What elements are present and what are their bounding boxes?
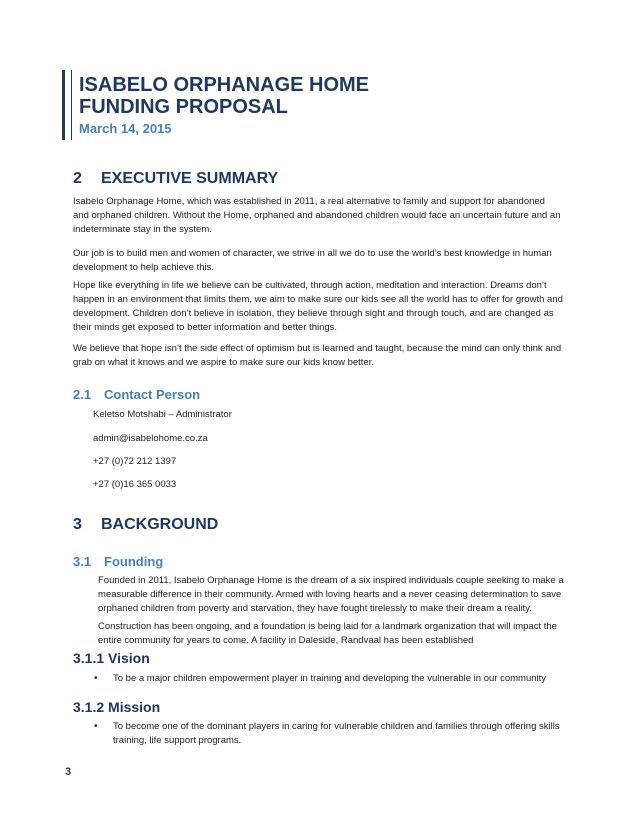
section-title: Founding [104,554,164,569]
section-number: 2.1 [73,387,92,402]
founding-paragraph-2: Construction has been ongoing, and a foundation is being laid for a landmark organization that will impact the entire community for years to come. A facility in Daleside, Randvaal has been established [98,621,557,646]
contact-email: admin@isabelohome.co.za [93,433,208,444]
title-accent-bar [62,70,72,140]
page-number: 3 [65,766,72,778]
summary-paragraph-3: Hope like everything in life we believe can be cultivated, through action, meditation and interaction. Dreams don’t happen in an environment that limits them, we aim to make sure our kids see all the world has to offer for growth and development. Children don’t believe in isolation, they believe through sight and through touch, and are changed as their minds get exposed to better information and better things. [73,280,563,333]
background-heading [73,516,218,534]
section-number: 2 [73,170,82,187]
vision-heading: 3.1.1 Vision [73,650,150,666]
section-title: EXECUTIVE SUMMARY [101,170,279,187]
section-number: 3 [73,516,82,533]
section-number: 3.1 [73,554,92,569]
mission-bullet-item [94,720,568,748]
summary-paragraph-4: We believe that hope isn’t the side effect of optimism but is learned and taught, because the mind can only think and grab on what it knows and we aspire to make sure our kids know better. [73,343,562,368]
summary-paragraph-2: Our job is to build men and women of character, we strive in all we do to use the world’s best knowledge in human development to help achieve this. [73,248,552,273]
section-title: Contact Person [104,387,201,402]
contact-phone-2: +27 (0)16 365 0033 [93,479,177,490]
section-title: BACKGROUND [101,516,219,533]
document-date: March 14, 2015 [79,121,172,136]
founding-heading [73,554,163,569]
document-title [79,74,369,118]
founding-paragraph-1: Founded in 2011, Isabelo Orphanage Home is the dream of a six inspired individuals couple seeking to make a measurable difference in their community. Armed with loving hearts and a never ceasing determination to save orphaned children from poverty and starvation, they have fought tirelessly to make their dream a reality. [98,575,564,614]
contact-phone-1: +27 (0)72 212 1397 [93,456,177,467]
vision-bullet-text: To be a major children empowerment player in training and developing the vulnerable in our community [113,673,547,684]
contact-name: Keletso Motshabi – Administrator [93,409,232,420]
summary-paragraph-1: Isabelo Orphanage Home, which was established in 2011, a real alternative to family and support for abandoned and orphaned children. Without the Home, orphaned and abandoned children would face an uncertain future and an indeterminate stay in the system. [73,196,561,235]
mission-heading: 3.1.2 Mission [73,699,161,715]
executive-summary-heading [73,170,278,188]
contact-person-heading [73,387,200,402]
bullet-icon: • [94,673,98,684]
mission-bullet-text: To become one of the dominant players in caring for vulnerable children and families through offering skills training, life support programs. [113,721,560,746]
title-line-2: FUNDING PROPOSAL [79,96,288,118]
vision-bullet-item [94,672,568,686]
title-line-1: ISABELO ORPHANAGE HOME [79,74,370,96]
bullet-icon: • [94,721,98,732]
